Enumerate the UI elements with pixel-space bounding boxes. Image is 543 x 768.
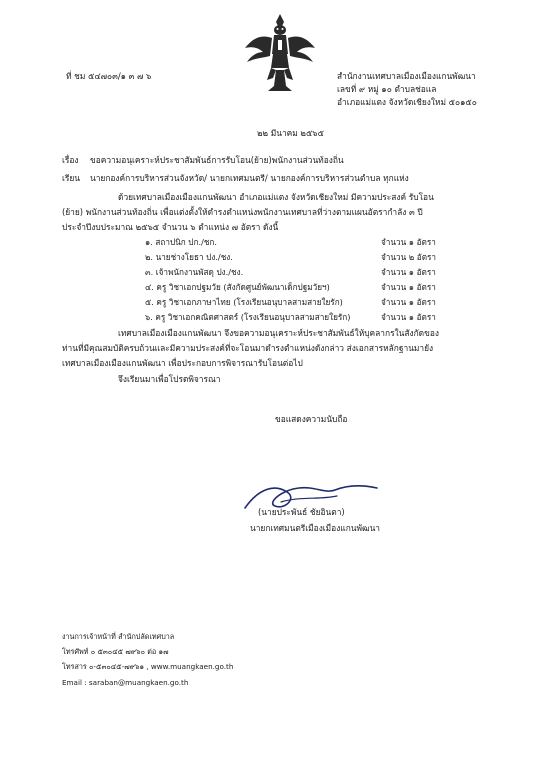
position-amount: จำนวน ๑ อัตรา xyxy=(381,312,436,322)
position-row xyxy=(145,266,475,278)
request-line-2: ท่านที่มีคุณสมบัติครบถ้วนและมีความประสงค์ที่จะโอนมาดำรงตำแหน่งดังกล่าว ส่งเอกสารหลักฐานมายัง xyxy=(62,343,434,353)
office-address-1: เลขที่ ๙ หมู่ ๑๐ ตำบลช่อแล xyxy=(337,84,437,94)
office-name: สำนักงานเทศบาลเมืองเมืองแกนพัฒนา xyxy=(337,71,476,81)
position-amount: จำนวน ๑ อัตรา xyxy=(381,297,436,307)
position-label: ๖. ครู วิชาเอกคณิตศาสตร์ (โรงเรียนอนุบาลสามสายใยรัก) xyxy=(145,312,351,322)
position-label: ๔. ครู วิชาเอกปฐมวัย (สังกัดศูนย์พัฒนาเด็กปฐมวัยฯ) xyxy=(145,282,330,292)
intro-line-2: (ย้าย) พนักงานส่วนท้องถิ่น เพื่อแต่งตั้งให้ดำรงตำแหน่งพนักงานเทศบาลที่ว่างตามแผนอัตรากำลัง ๓ ปี xyxy=(62,207,423,217)
position-label: ๑. สถาปนิก ปก./ชก. xyxy=(145,237,217,247)
request-line-1: เทศบาลเมืองเมืองแกนพัฒนา จึงขอความอนุเคราะห์ประชาสัมพันธ์ให้บุคลากรในสังกัดของ xyxy=(118,328,439,338)
doc-number: ที่ ชม ๕๔๗๐๓/๑ ๓ ๗ ๖ xyxy=(66,71,152,81)
position-row xyxy=(145,236,475,248)
closing-salutation: ขอแสดงความนับถือ xyxy=(275,414,348,424)
position-amount: จำนวน ๑ อัตรา xyxy=(381,237,436,247)
footer-email: Email : saraban@muangkaen.go.th xyxy=(62,678,189,687)
recipient-label: เรียน xyxy=(62,173,80,183)
signer-title: นายกเทศมนตรีเมืองเมืองแกนพัฒนา xyxy=(250,523,381,533)
position-row xyxy=(145,251,475,263)
position-label: ๕. ครู วิชาเอกภาษาไทย (โรงเรียนอนุบาลสามสายใยรัก) xyxy=(145,297,343,307)
position-amount: จำนวน ๑ อัตรา xyxy=(381,282,436,292)
position-amount: จำนวน ๒ อัตรา xyxy=(381,252,437,262)
subject-text: ขอความอนุเคราะห์ประชาสัมพันธ์การรับโอน(ย้าย)พนักงานส่วนท้องถิ่น xyxy=(90,155,344,165)
position-row xyxy=(145,296,475,308)
position-amount: จำนวน ๑ อัตรา xyxy=(381,267,436,277)
position-label: ๒. นายช่างโยธา ปง./ชง. xyxy=(145,252,233,262)
footer-fax: โทรสาร ๐-๕๓๐๔๕-๗๙๖๑ , www.muangkaen.go.th xyxy=(62,662,234,671)
signer-name: (นายประพันธ์ ชัยอินตา) xyxy=(258,507,345,517)
footer-department: งานการเจ้าหน้าที่ สำนักปลัดเทศบาล xyxy=(62,632,175,641)
subject-label: เรื่อง xyxy=(62,155,79,165)
recipient-text: นายกองค์การบริหารส่วนจังหวัด/ นายกเทศมนตรี/ นายกองค์การบริหารส่วนตำบล ทุกแห่ง xyxy=(90,173,409,183)
request-line-3: เทศบาลเมืองเมืองแกนพัฒนา เพื่อประกอบการพิจารณารับโอนต่อไป xyxy=(62,358,303,368)
garuda-emblem xyxy=(243,8,317,92)
closing-request: จึงเรียนมาเพื่อโปรดพิจารณา xyxy=(118,374,221,384)
footer-phone: โทรศัพท์ ๐ ๕๓๐๔๕ ๗๙๖๐ ต่อ ๑๗ xyxy=(62,647,169,656)
position-row xyxy=(145,311,475,323)
office-address-2: อำเภอแม่แตง จังหวัดเชียงใหม่ ๕๐๑๕๐ xyxy=(337,97,477,107)
letter-date: ๒๒ มีนาคม ๒๕๖๕ xyxy=(257,128,324,138)
intro-line-3: ประจำปีงบประมาณ ๒๕๖๕ จำนวน ๖ ตำแหน่ง ๗ อัตรา ดังนี้ xyxy=(62,222,279,232)
position-row xyxy=(145,281,475,293)
position-label: ๓. เจ้าพนักงานพัสดุ ปง./ชง. xyxy=(145,267,244,277)
intro-line-1: ด้วยเทศบาลเมืองเมืองแกนพัฒนา อำเภอแม่แตง จังหวัดเชียงใหม่ มีความประสงค์ รับโอน xyxy=(118,192,434,202)
